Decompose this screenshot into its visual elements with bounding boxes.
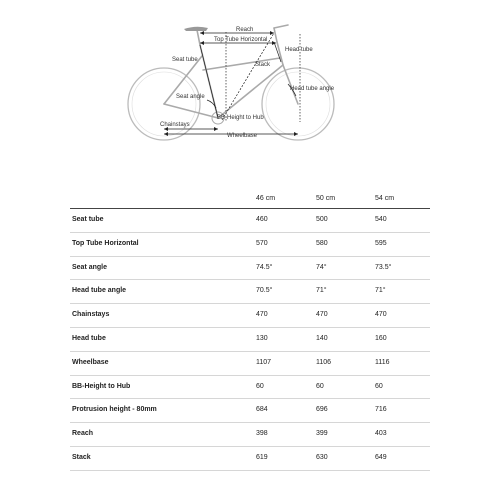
row-value: 71° <box>375 287 386 295</box>
row-value: 649 <box>375 453 387 461</box>
label-reach: Reach <box>236 27 254 33</box>
row-value: 130 <box>256 334 268 342</box>
row-label: Stack <box>72 453 91 461</box>
row-value: 74° <box>316 263 327 271</box>
row-value: 470 <box>316 311 328 319</box>
row-value: 580 <box>316 239 328 247</box>
table-row <box>70 352 430 376</box>
row-value: 60 <box>375 382 383 390</box>
table-row <box>70 447 430 471</box>
label-head-tube: Head tube <box>285 47 313 53</box>
row-value: 1116 <box>375 358 390 366</box>
row-value: 73.5° <box>375 263 392 271</box>
table-header <box>70 190 430 209</box>
row-value: 60 <box>256 382 264 390</box>
label-top-tube: Top Tube Horizontal <box>214 37 268 43</box>
row-label: Head tube <box>72 334 106 342</box>
row-value: 696 <box>316 406 328 414</box>
table-row <box>70 328 430 352</box>
size-header-54: 54 cm <box>375 195 395 202</box>
row-label: BB-Height to Hub <box>72 382 131 390</box>
row-value: 500 <box>316 216 328 223</box>
label-chainstays: Chainstays <box>160 122 190 128</box>
row-value: 399 <box>316 430 328 438</box>
row-label: Chainstays <box>72 311 110 319</box>
row-value: 160 <box>375 334 387 342</box>
row-value: 716 <box>375 406 387 414</box>
row-value: 570 <box>256 239 268 247</box>
table-row <box>70 376 430 400</box>
row-value: 140 <box>316 334 328 342</box>
row-value: 70.5° <box>256 287 273 295</box>
geometry-table <box>70 190 430 471</box>
row-label: Head tube angle <box>72 287 127 295</box>
row-value: 74.5° <box>256 263 273 271</box>
row-value: 398 <box>256 430 268 438</box>
row-label: Seat tube <box>72 216 104 223</box>
row-value: 630 <box>316 453 328 461</box>
row-value: 595 <box>375 239 387 247</box>
row-label: Wheelbase <box>72 358 109 366</box>
table-row <box>70 304 430 328</box>
table-row <box>70 209 430 233</box>
row-value: 684 <box>256 406 268 414</box>
table-row <box>70 233 430 257</box>
table-row <box>70 399 430 423</box>
row-value: 403 <box>375 430 387 438</box>
label-bb-height: BB-Height to Hub <box>217 115 264 121</box>
row-label: Seat angle <box>72 263 108 271</box>
row-label: Top Tube Horizontal <box>72 239 139 247</box>
table-row <box>70 280 430 304</box>
label-wheelbase: Wheelbase <box>227 133 258 139</box>
row-value: 619 <box>256 453 268 461</box>
label-stack: Stack <box>255 62 271 68</box>
label-seat-tube: Seat tube <box>172 57 198 63</box>
row-value: 460 <box>256 216 268 223</box>
row-value: 60 <box>316 382 324 390</box>
row-value: 71° <box>316 287 327 295</box>
label-head-tube-angle: Head tube angle <box>290 86 335 92</box>
saddle <box>184 27 208 31</box>
size-header-50: 50 cm <box>316 195 336 202</box>
row-label: Protrusion height - 80mm <box>72 406 157 414</box>
row-value: 470 <box>256 311 268 319</box>
label-seat-angle: Seat angle <box>176 94 205 100</box>
size-header-46: 46 cm <box>256 195 276 202</box>
row-value: 1106 <box>316 358 332 366</box>
table-body <box>70 209 430 471</box>
row-value: 470 <box>375 311 387 319</box>
row-value: 1107 <box>256 358 272 366</box>
table-row <box>70 257 430 281</box>
table-row <box>70 423 430 447</box>
row-label: Reach <box>72 430 94 438</box>
bike-geometry-diagram <box>0 0 500 160</box>
row-value: 540 <box>375 216 387 223</box>
